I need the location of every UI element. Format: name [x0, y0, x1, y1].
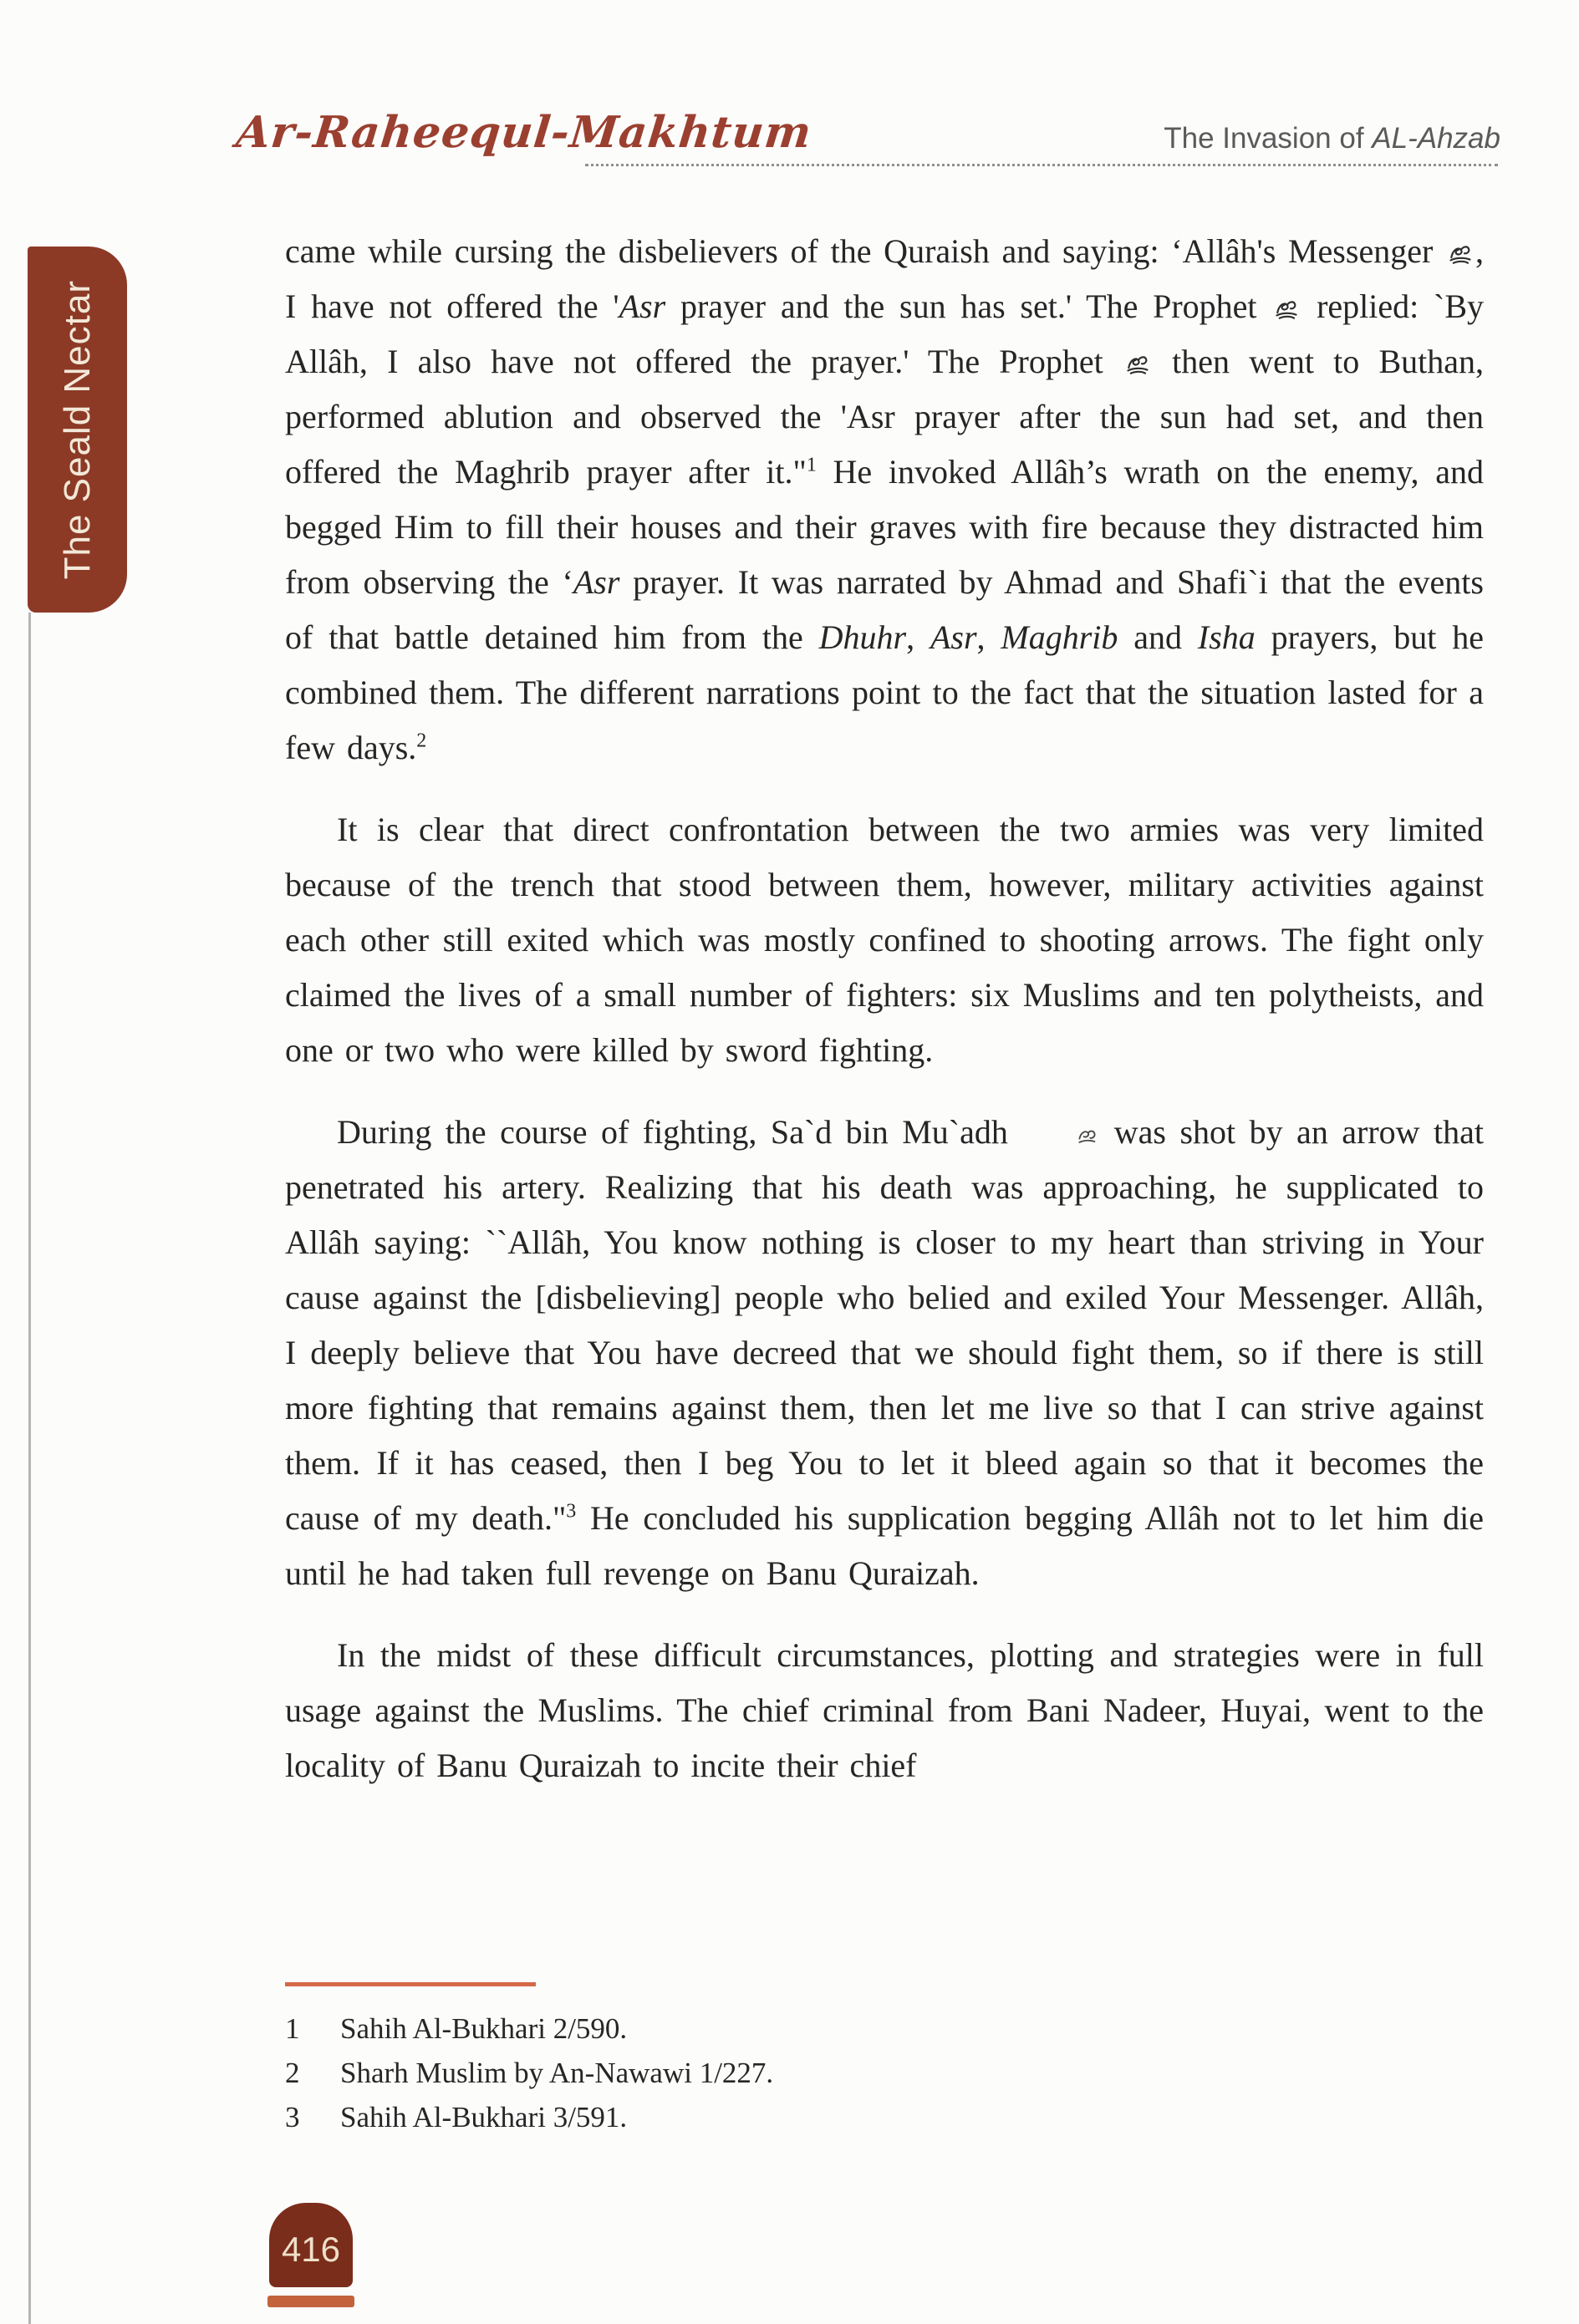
footnote-text: Sahih Al-Bukhari 3/591. — [340, 2101, 628, 2133]
footnote — [285, 2095, 1484, 2139]
paragraph: It is clear that direct confrontation between the two armies was very limited because of the trench that stood between them, however, military activities against each other still exited which was mostly confined to shooting arrows. The fight only claimed the lives of a small number of fighters: six Muslims and ten polytheists, and one or two who were killed by sword fighting. — [285, 811, 1484, 1069]
sidebar-tab-label: The Seald Nectar — [56, 279, 98, 580]
chapter-title — [1164, 122, 1500, 155]
ra-calligraphy-icon — [1024, 1126, 1098, 1147]
page-number: 416 — [281, 2229, 341, 2269]
left-margin-rule — [28, 613, 31, 2324]
header-dotted-rule — [585, 164, 1498, 166]
footnote — [285, 2051, 1484, 2095]
footnote-text: Sharh Muslim by An-Nawawi 1/227. — [340, 2057, 774, 2089]
paragraph: During the course of fighting, Sa`d bin Mu`adh was shot by an arrow that penetrated his artery. Realizing that his death was approaching, he supplicated to Allâh saying: ``Allâh, You know nothing is closer to my heart than striving in Your cause against the [disbelieving] people who belied and exiled Your Messenger. Allâh, I deeply believe that You have decreed that we should fight them, so if there is still more fighting that remains against them, then let me live so that I can strive against them. If it has ceased, then I beg You to let it bleed again so that it becomes the cause of my death."$^3$ He concluded his supplication begging Allâh not to let him die until he had taken full revenge on Banu Quraizah. — [285, 1113, 1484, 1592]
chapter-title-italic: AL-Ahzab — [1372, 122, 1500, 155]
footnotes-list — [285, 2006, 1484, 2139]
footnote-text: Sahih Al-Bukhari 2/590. — [340, 2012, 628, 2045]
footnote-ref: 2 — [416, 730, 427, 752]
book-title-calligraphy: Ar-Raheequl-Makhtum — [233, 107, 815, 158]
footnote-divider — [285, 1982, 536, 1986]
pbuh-calligraphy-icon — [1274, 297, 1299, 321]
paragraph: came while cursing the disbelievers of the Quraish and saying: ‘Allâh's Messenger , I have not offered the 'Asr prayer and the sun has set.' The Prophet replied: `By Allâh, I also have not offered the prayer.' The Prophet then went to Buthan, performed ablution and observed the 'Asr prayer after the sun had set, and then offered the Maghrib prayer after it."$^1$ He invoked Allâh’s wrath on the enemy, and begged Him to fill their houses and their graves with fire because they distracted him from observing the ‘Asr prayer. It was narrated by Ahmad and Shafi`i that the events of that battle detained him from the Dhuhr, Asr, Maghrib and Isha prayers, but he combined them. The different narrations point to the fact that the situation lasted for a few days.$^2$ — [285, 232, 1485, 766]
footnote-ref: 3 — [566, 1500, 577, 1523]
page-badge-underline — [267, 2296, 354, 2307]
sidebar-tab — [28, 247, 127, 613]
body-text — [285, 224, 1484, 1793]
pbuh-calligraphy-icon — [1125, 353, 1150, 376]
footnotes — [285, 1982, 1484, 2139]
chapter-title-prefix: The Invasion of — [1164, 122, 1373, 155]
page-number-badge — [269, 2203, 353, 2287]
paragraph: In the midst of these difficult circumstances, plotting and strategies were in full usage against the Muslims. The chief criminal from Bani Nadeer, Huyai, went to the locality of Banu Quraizah to incite their chief — [285, 1636, 1484, 1784]
footnote-number: 2 — [285, 2057, 300, 2089]
footnote-number: 1 — [285, 2012, 300, 2045]
footnote-ref: 1 — [806, 454, 817, 476]
footnote — [285, 2006, 1484, 2051]
footnote-number: 3 — [285, 2101, 300, 2133]
pbuh-calligraphy-icon — [1448, 242, 1473, 266]
